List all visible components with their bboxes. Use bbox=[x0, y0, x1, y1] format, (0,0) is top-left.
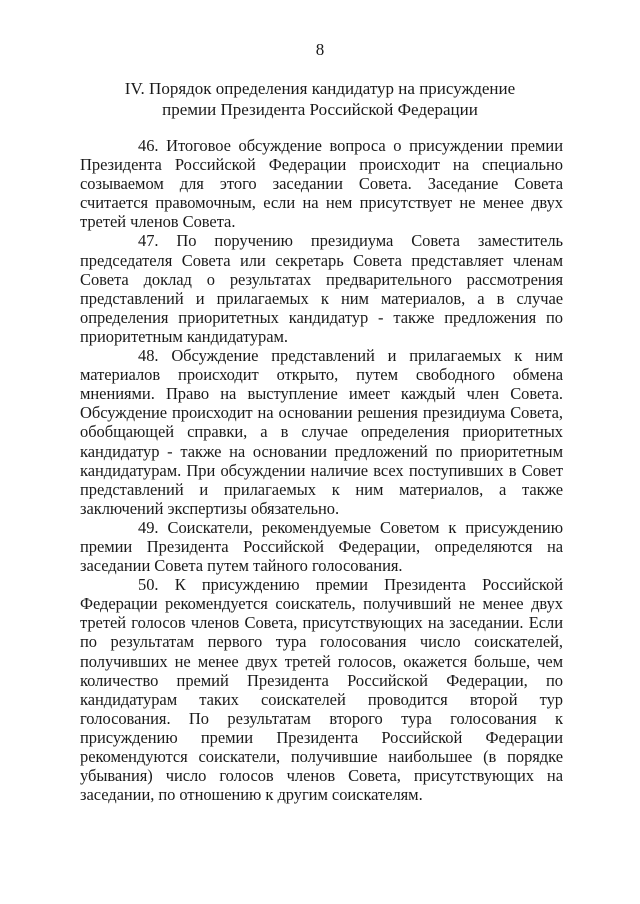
paragraph-48: 48. Обсуждение представлений и прилагаемых к ним материалов происходит открыто, путем свободного обмена мнениями. Право на выступление имеет каждый член Совета. Обсуждение происходит на основании решения президиума Совета, обобщающей справки, а в случае определения приоритетных кандидатур - также на основании предложений по приоритетным кандидатурам. При обсуждении наличие всех поступивших в Совет представлений и прилагаемых к ним материалов, а также заключений экспертизы обязательно. bbox=[80, 346, 563, 518]
section-heading-line-2: премии Президента Российской Федерации bbox=[162, 100, 478, 119]
body-text bbox=[80, 136, 563, 804]
section-heading-line-1: IV. Порядок определения кандидатур на присуждение bbox=[124, 79, 516, 98]
paragraph-47: 47. По поручению президиума Совета заместитель председателя Совета или секретарь Совета представляет членам Совета доклад о результатах предварительного рассмотрения представлений и прилагаемых к ним материалов, а в случае определения приоритетных кандидатур - также предложения по приоритетным кандидатурам. bbox=[80, 231, 563, 346]
page-number: 8 bbox=[315, 40, 325, 59]
paragraph-46: 46. Итоговое обсуждение вопроса о присуждении премии Президента Российской Федерации происходит на специально созываемом для этого заседании Совета. Заседание Совета считается правомочным, если на нем присутствует не менее двух третей членов Совета. bbox=[80, 136, 563, 232]
paragraph-49: 49. Соискатели, рекомендуемые Советом к присуждению премии Президента Российской Федерации, определяются на заседании Совета путем тайного голосования. bbox=[80, 517, 563, 576]
paragraph-50: 50. К присуждению премии Президента Российской Федерации рекомендуется соискатель, получивший не менее двух третей голосов членов Совета, присутствующих на заседании. Если по результатам первого тура голосования число соискателей, получивших не менее двух третей голосов, окажется больше, чем количество премий Президента Российской Федерации, по кандидатурам таких соискателей проводится второй тур голосования. По результатам второго тура голосования к присуждению премии Президента Российской Федерации рекомендуются соискатели, получившие наибольшее (в порядке убывания) число голосов членов Совета, присутствующих на заседании, по отношению к другим соискателям. bbox=[80, 575, 563, 805]
section-heading bbox=[80, 78, 560, 120]
